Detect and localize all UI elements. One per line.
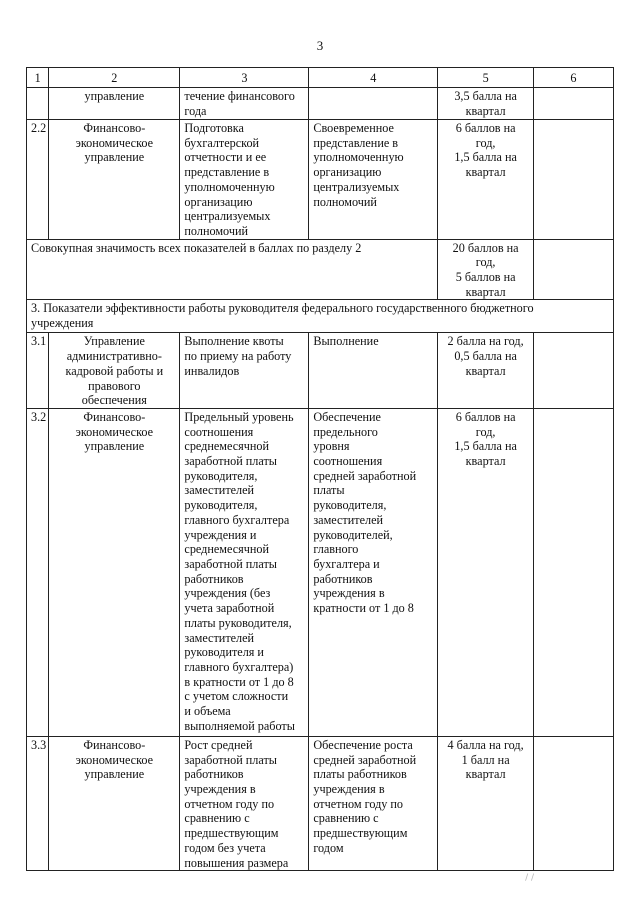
- page-number: 3: [316, 38, 324, 53]
- department-cell: Финансово- экономическое управление: [49, 736, 180, 870]
- table-row: [27, 408, 614, 736]
- criteria-cell: Выполнение: [309, 333, 438, 409]
- summary-score-cell: 20 баллов на год, 5 баллов на квартал: [438, 239, 534, 300]
- table-row-continuation: [27, 88, 614, 120]
- extra-cell: [533, 88, 613, 120]
- department-cell: Финансово- экономическое управление: [49, 408, 180, 736]
- section-title: 3. Показатели эффективности работы руководителя федерального государственного бюджетного учреждения: [27, 300, 614, 333]
- score-cell: 3,5 балла на квартал: [438, 88, 534, 120]
- extra-cell: [533, 333, 613, 409]
- row-number-cell: [27, 88, 49, 120]
- score-cell: 6 баллов на год, 1,5 балла на квартал: [438, 120, 534, 240]
- summary-row: [27, 239, 614, 300]
- table-row: [27, 736, 614, 870]
- indicator-cell: Рост средней заработной платы работников учреждения в отчетном году по сравнению с предшествующим годом без учета повышения размера: [180, 736, 309, 870]
- table-row: [27, 333, 614, 409]
- column-number-cell: 6: [533, 68, 613, 88]
- scan-mark: / /: [525, 873, 534, 883]
- extra-cell: [533, 239, 613, 300]
- criteria-cell: [309, 88, 438, 120]
- indicators-table: [26, 67, 614, 871]
- extra-cell: [533, 120, 613, 240]
- table-row: [27, 120, 614, 240]
- table-header-row: [27, 68, 614, 88]
- indicator-cell: Подготовка бухгалтерской отчетности и ее представление в уполномоченную организацию централизуемых полномочий: [180, 120, 309, 240]
- department-cell: Управление административно- кадровой работы и правового обеспечения: [49, 333, 180, 409]
- summary-label: Совокупная значимость всех показателей в баллах по разделу 2: [27, 239, 438, 300]
- column-number-cell: 4: [309, 68, 438, 88]
- row-number-cell: 3.3: [27, 736, 49, 870]
- criteria-cell: Своевременное представление в уполномоченную организацию централизуемых полномочий: [309, 120, 438, 240]
- department-cell: Финансово- экономическое управление: [49, 120, 180, 240]
- extra-cell: [533, 408, 613, 736]
- row-number-cell: 2.2: [27, 120, 49, 240]
- criteria-cell: Обеспечение роста средней заработной платы работников учреждения в отчетном году по сравнению с предшествующим годом: [309, 736, 438, 870]
- column-number-cell: 3: [180, 68, 309, 88]
- indicator-cell: Выполнение квоты по приему на работу инвалидов: [180, 333, 309, 409]
- column-number-cell: 5: [438, 68, 534, 88]
- score-cell: 6 баллов на год, 1,5 балла на квартал: [438, 408, 534, 736]
- indicator-cell: Предельный уровень соотношения среднемесячной заработной платы руководителя, заместителей руководителя, главного бухгалтера учреждения и среднемесячной заработной платы работников учреждения (без учета заработной платы руководителя, заместителей руководителя и главного бухгалтера) в кратности от 1 до 8 с учетом сложности и объема выполняемой работы: [180, 408, 309, 736]
- score-cell: 2 балла на год, 0,5 балла на квартал: [438, 333, 534, 409]
- department-cell: управление: [49, 88, 180, 120]
- indicator-cell: течение финансового года: [180, 88, 309, 120]
- section-header-row: [27, 300, 614, 333]
- score-cell: 4 балла на год, 1 балл на квартал: [438, 736, 534, 870]
- criteria-cell: Обеспечение предельного уровня соотношения средней заработной платы руководителя, заместителей руководителей, главного бухгалтера и работников учреждения в кратности от 1 до 8: [309, 408, 438, 736]
- extra-cell: [533, 736, 613, 870]
- row-number-cell: 3.1: [27, 333, 49, 409]
- column-number-cell: 1: [27, 68, 49, 88]
- row-number-cell: 3.2: [27, 408, 49, 736]
- column-number-cell: 2: [49, 68, 180, 88]
